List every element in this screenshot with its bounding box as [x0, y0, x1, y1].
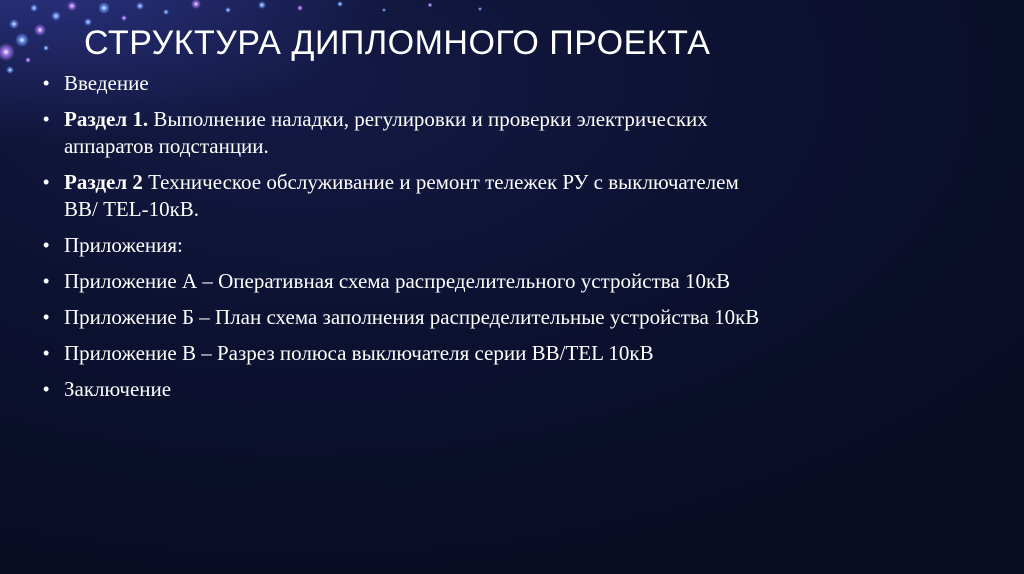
- bullet-icon: •: [43, 343, 50, 363]
- list-item-appendix-b: [40, 304, 760, 331]
- list-item-conclusion: [40, 376, 760, 403]
- item-text: Заключение: [64, 377, 172, 401]
- item-text: Приложение В – Разрез полюса выключателя серии ВВ/TEL 10кВ: [64, 341, 654, 365]
- content-list: [40, 70, 760, 412]
- item-bold: Раздел 1.: [64, 107, 149, 131]
- bullet-icon: •: [43, 109, 50, 129]
- list-item-section-2: [40, 169, 760, 223]
- list-item-introduction: [40, 70, 760, 97]
- item-text: Приложения:: [64, 233, 183, 257]
- bullet-icon: •: [43, 271, 50, 291]
- item-text: Приложение Б – План схема заполнения распределительные устройства 10кВ: [64, 305, 760, 329]
- item-text: Выполнение наладки, регулировки и проверки электрических аппаратов подстанции.: [64, 107, 708, 158]
- list-item-appendix-v: [40, 340, 760, 367]
- item-text: Введение: [64, 71, 149, 95]
- list-item-section-1: [40, 106, 760, 160]
- list-item-appendices: [40, 232, 760, 259]
- item-text: Приложение А – Оперативная схема распределительного устройства 10кВ: [64, 269, 731, 293]
- bullet-icon: •: [43, 235, 50, 255]
- item-bold: Раздел 2: [64, 170, 143, 194]
- bullet-icon: •: [43, 172, 50, 192]
- bullet-icon: •: [43, 73, 50, 93]
- bullet-icon: •: [43, 307, 50, 327]
- item-text: Техническое обслуживание и ремонт тележек РУ с выключателем ВВ/ TEL-10кВ.: [64, 170, 739, 221]
- bullet-icon: •: [43, 379, 50, 399]
- list-item-appendix-a: [40, 268, 760, 295]
- page-title: СТРУКТУРА ДИПЛОМНОГО ПРОЕКТА: [84, 24, 711, 62]
